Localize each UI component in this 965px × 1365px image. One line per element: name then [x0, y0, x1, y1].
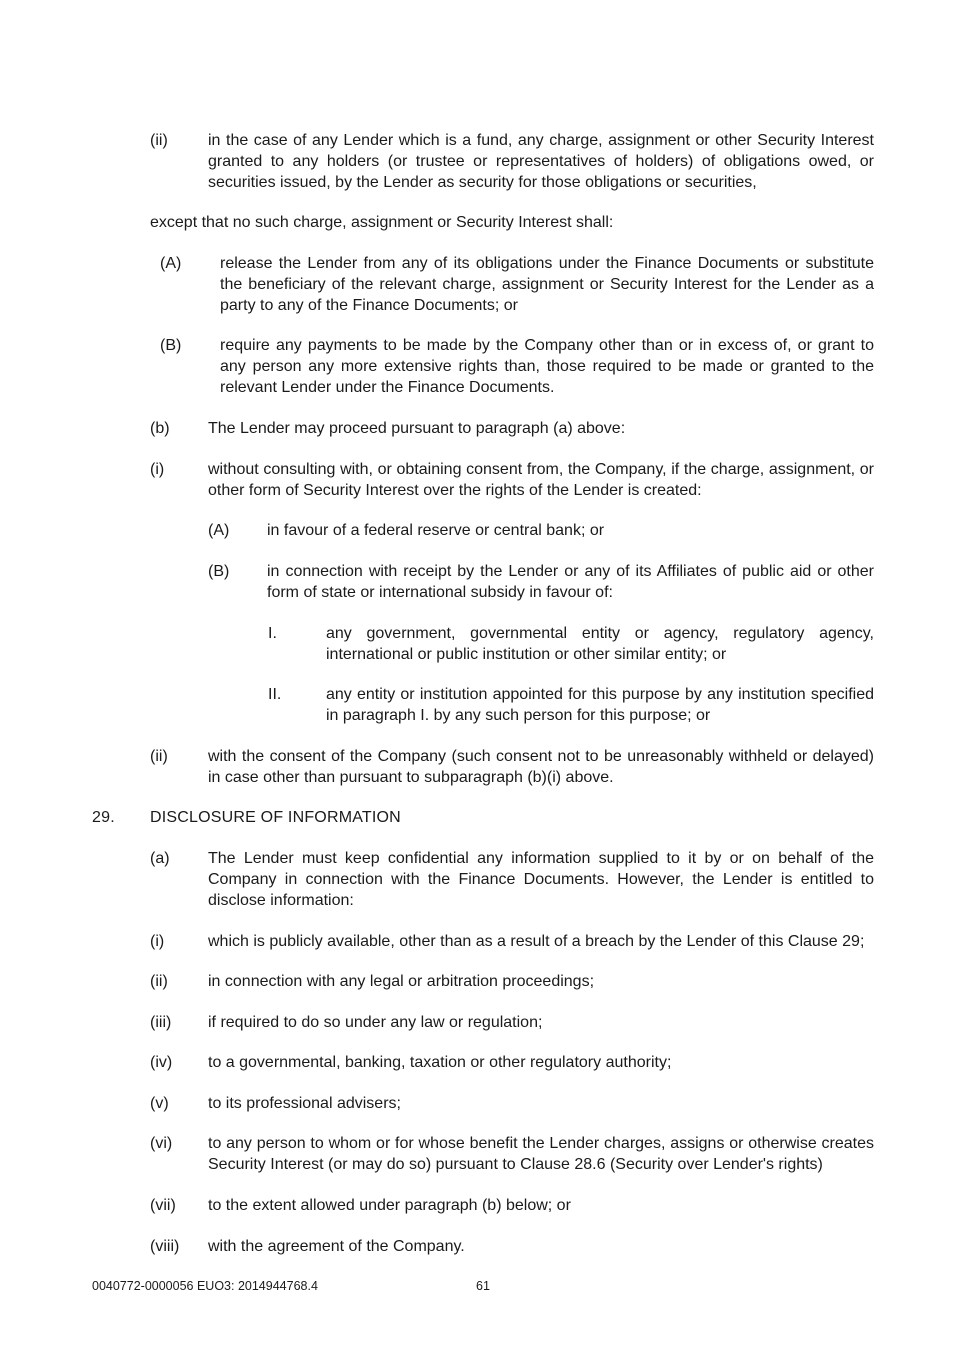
list-item-text: which is publicly available, other than as a result of a breach by the Lender of this Clause 29; [208, 933, 865, 950]
list-item-number: (vi) [150, 1135, 173, 1152]
paragraph-number: (ii) [150, 132, 168, 149]
paragraph-text: with the consent of the Company (such consent not to be unreasonably withheld or delayed) in case other than pursuant to subparagraph (b)(i) above. [208, 748, 874, 786]
paragraph-text: any government, governmental entity or agency, regulatory agency, international or public institution or other similar entity; or [326, 625, 874, 663]
list-item-text: to its professional advisers; [208, 1095, 401, 1112]
footer-page-number: 61 [476, 1279, 490, 1293]
list-item-number: (iii) [150, 1014, 172, 1031]
paragraph-text: in connection with receipt by the Lender or any of its Affiliates of public aid or other form of state or international subsidy in favour of: [267, 563, 874, 601]
clause-title: DISCLOSURE OF INFORMATION [150, 809, 401, 826]
list-item-number: (iv) [150, 1054, 173, 1071]
clause-number: 29. [92, 809, 115, 826]
paragraph-number: (i) [150, 461, 165, 478]
paragraph-text: The Lender may proceed pursuant to paragraph (a) above: [208, 420, 626, 437]
list-item-number: (ii) [150, 973, 168, 990]
paragraph-number: (a) [150, 850, 170, 867]
paragraph-number: (B) [160, 337, 182, 354]
list-item-text: to the extent allowed under paragraph (b) below; or [208, 1197, 571, 1214]
paragraph-text: without consulting with, or obtaining consent from, the Company, if the charge, assignment, or other form of Security Interest over the rights of the Lender is created: [208, 461, 874, 499]
list-item-number: (v) [150, 1095, 169, 1112]
paragraph-number: (A) [208, 522, 230, 539]
list-item-text: if required to do so under any law or regulation; [208, 1014, 543, 1031]
list-item-number: (vii) [150, 1197, 176, 1214]
list-item-number: (viii) [150, 1238, 180, 1255]
paragraph-text: release the Lender from any of its obligations under the Finance Documents or substitute the beneficiary of the relevant charge, assignment or Security Interest for the Lender as a party to any of the Finance Documents; or [220, 255, 874, 314]
list-item-number: (i) [150, 933, 165, 950]
paragraph-number: I. [268, 625, 277, 642]
list-item-text: with the agreement of the Company. [208, 1238, 465, 1255]
paragraph-text: except that no such charge, assignment or Security Interest shall: [150, 214, 614, 231]
paragraph-text: any entity or institution appointed for this purpose by any institution specified in paragraph I. by any such person for this purpose; or [326, 686, 874, 724]
paragraph-number: (ii) [150, 748, 168, 765]
paragraph-text: The Lender must keep confidential any information supplied to it by or on behalf of the Company in connection with the Finance Documents. However, the Lender is entitled to disclose information: [208, 850, 874, 909]
paragraph-number: (A) [160, 255, 182, 272]
paragraph-text: require any payments to be made by the Company other than or in excess of, or grant to any person any more extensive rights than, those required to be made or granted to the relevant Lender under the Finance Documents. [220, 337, 874, 396]
list-item-text: to a governmental, banking, taxation or other regulatory authority; [208, 1054, 672, 1071]
paragraph-number: (b) [150, 420, 170, 437]
footer-doc-ref: 0040772-0000056 EUO3: 2014944768.4 [92, 1279, 318, 1293]
list-item-text: in connection with any legal or arbitration proceedings; [208, 973, 595, 990]
paragraph-number: (B) [208, 563, 230, 580]
paragraph-number: II. [268, 686, 282, 703]
paragraph-text: in favour of a federal reserve or central bank; or [267, 522, 605, 539]
list-item-text: to any person to whom or for whose benefit the Lender charges, assigns or otherwise creates Security Interest (or may do so) pursuant to Clause 28.6 (Security over Lender's rights) [208, 1135, 874, 1173]
paragraph-text: in the case of any Lender which is a fund, any charge, assignment or other Security Interest granted to any holders (or trustee or representatives of holders) of obligations owed, or securities issued, by the Lender as security for those obligations or securities, [208, 132, 874, 191]
